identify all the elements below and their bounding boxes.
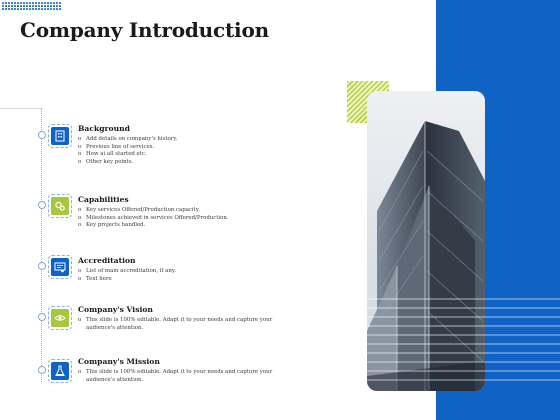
section-mission	[78, 357, 308, 384]
dot	[20, 8, 22, 10]
dot	[11, 5, 13, 7]
dot	[44, 8, 46, 10]
dot	[29, 5, 31, 7]
timeline-node	[38, 313, 46, 321]
section-title: Background	[78, 124, 130, 133]
dot	[8, 2, 10, 4]
section-background	[78, 124, 308, 167]
timeline-node	[38, 366, 46, 374]
dot	[11, 2, 13, 4]
section-icon-frame	[48, 306, 72, 330]
dot	[59, 8, 61, 10]
building-icon	[51, 127, 69, 145]
dot	[17, 8, 19, 10]
section-icon-frame	[48, 194, 72, 218]
list-item: o Key services Offered/Production capacity.	[78, 207, 200, 213]
section-accreditation	[78, 256, 308, 283]
dot	[50, 5, 52, 7]
section-vision	[78, 305, 308, 332]
dot	[44, 5, 46, 7]
list-item: o List of main accreditation, if any.	[78, 268, 176, 274]
eye-icon	[51, 309, 69, 327]
dot	[35, 5, 37, 7]
list-item: o Other key points.	[78, 159, 134, 166]
dot	[53, 5, 55, 7]
dot	[56, 5, 58, 7]
dot	[59, 5, 61, 7]
dot	[59, 2, 61, 4]
dot	[11, 8, 13, 10]
dot	[23, 8, 25, 10]
dot	[8, 8, 10, 10]
dot	[38, 8, 40, 10]
timeline-node	[38, 262, 46, 270]
dot	[44, 2, 46, 4]
dot	[56, 2, 58, 4]
list-item: o Key projects handled.	[78, 222, 146, 229]
timeline-node	[38, 201, 46, 209]
flask-icon	[51, 362, 69, 380]
dot	[2, 5, 4, 7]
list-item: o Add details on company's history.	[78, 136, 178, 142]
dot	[14, 8, 16, 10]
section-icon-frame	[48, 255, 72, 279]
dot	[47, 2, 49, 4]
dot	[47, 5, 49, 7]
dot	[29, 8, 31, 10]
dot	[17, 2, 19, 4]
certificate-icon	[51, 258, 69, 276]
dot	[47, 8, 49, 10]
dot	[50, 2, 52, 4]
dot	[41, 8, 43, 10]
list-item: o Milestones achieved in services Offered/Production.	[78, 214, 229, 221]
list-item: o Text here	[78, 275, 112, 282]
dot	[50, 8, 52, 10]
section-title: Capabilities	[78, 195, 129, 204]
list-item: o Previous line of services.	[78, 143, 155, 150]
section-title: Accreditation	[78, 256, 136, 265]
dot	[8, 5, 10, 7]
dot	[23, 5, 25, 7]
dot	[53, 2, 55, 4]
dot	[29, 2, 31, 4]
dot	[53, 8, 55, 10]
dot	[5, 5, 7, 7]
page-title: Company Introduction	[20, 18, 269, 42]
dot	[20, 5, 22, 7]
dot	[5, 8, 7, 10]
timeline-node	[38, 131, 46, 139]
dot	[32, 2, 34, 4]
list-item: o This slide is 100% editable. Adapt it to your needs and capture your audience's attention.	[78, 317, 273, 331]
dot-pattern	[2, 2, 62, 11]
dot	[2, 8, 4, 10]
section-icon-frame	[48, 124, 72, 148]
list-item: o How ai all started etc.	[78, 151, 147, 158]
dot	[26, 8, 28, 10]
section-capabilities	[78, 195, 308, 230]
list-item: o This slide is 100% editable. Adapt it to your needs and capture your audience's attention.	[78, 369, 273, 383]
dot	[2, 2, 4, 4]
dot	[41, 5, 43, 7]
dot	[26, 5, 28, 7]
dot	[20, 2, 22, 4]
dot	[23, 2, 25, 4]
dot	[56, 8, 58, 10]
section-title: Company's Vision	[78, 305, 153, 314]
dot	[35, 8, 37, 10]
dot	[38, 2, 40, 4]
section-title: Company's Mission	[78, 357, 160, 366]
dot	[32, 5, 34, 7]
dot	[32, 8, 34, 10]
decorative-lines	[367, 295, 560, 405]
dot	[35, 2, 37, 4]
dot	[41, 2, 43, 4]
dot	[17, 5, 19, 7]
section-icon-frame	[48, 359, 72, 383]
dot	[26, 2, 28, 4]
timeline-line	[41, 108, 42, 382]
dot	[38, 5, 40, 7]
dot	[5, 2, 7, 4]
timeline-connector	[0, 108, 42, 109]
dot	[14, 2, 16, 4]
dot	[14, 5, 16, 7]
gears-icon	[51, 197, 69, 215]
